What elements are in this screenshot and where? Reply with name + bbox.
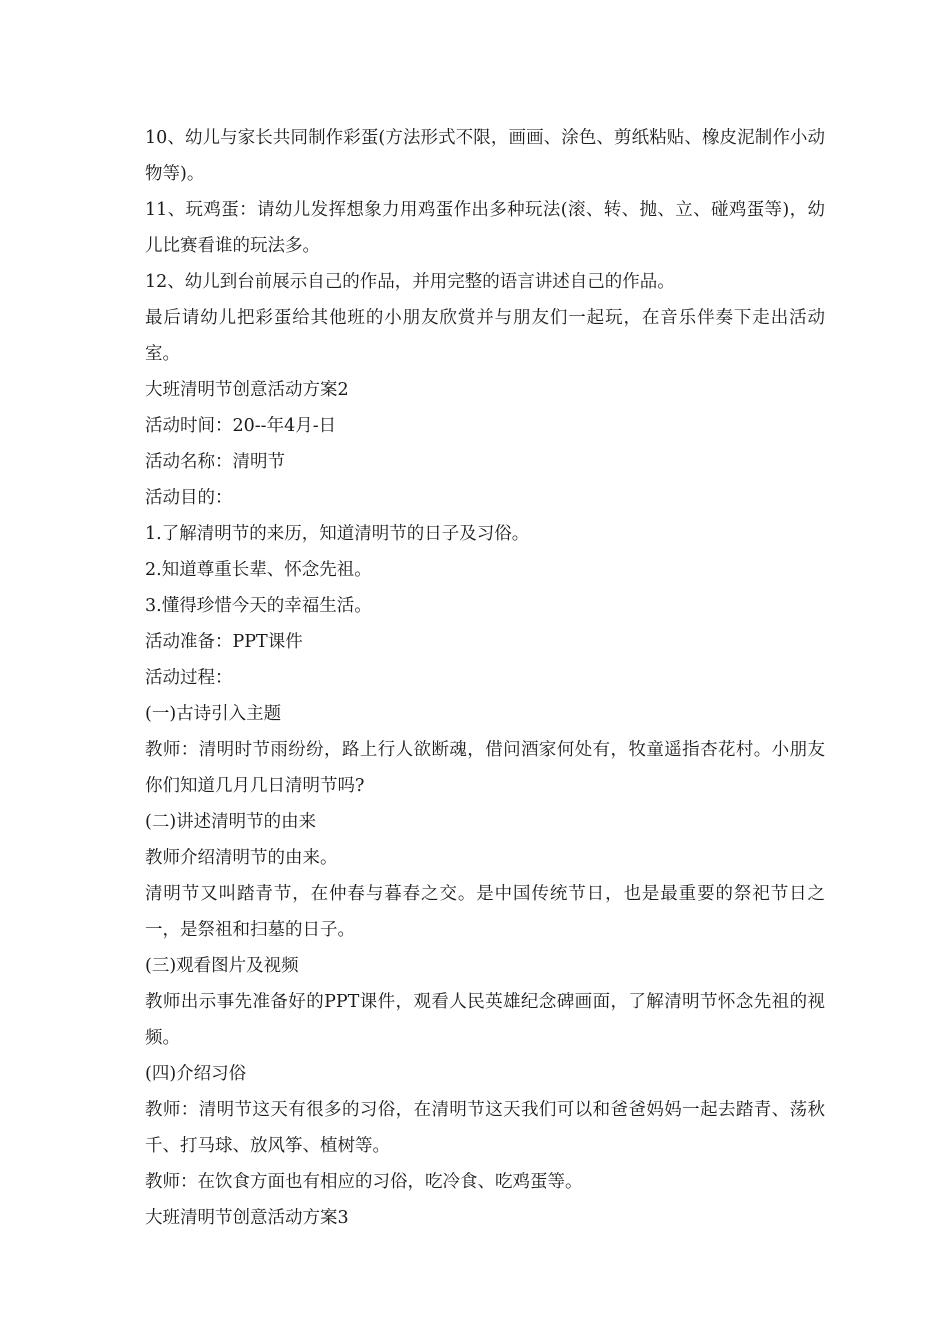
process-step-3-heading: (三)观看图片及视频 bbox=[145, 956, 299, 976]
process-step-2-heading: (二)讲述清明节的由来 bbox=[145, 812, 317, 832]
activity-name: 活动名称：清明节 bbox=[145, 452, 285, 472]
paragraph-step-11: 11、玩鸡蛋：请幼儿发挥想象力用鸡蛋作出多种玩法(滚、转、抛、立、碰鸡蛋等)，幼儿比赛看谁的玩法多。 bbox=[145, 200, 825, 256]
process-step-2-text: 教师介绍清明节的由来。 bbox=[145, 848, 338, 868]
paragraph-step-12: 12、幼儿到台前展示自己的作品，并用完整的语言讲述自己的作品。 bbox=[145, 272, 675, 292]
purpose-item-2: 2.知道尊重长辈、怀念先祖。 bbox=[145, 560, 372, 580]
activity-time: 活动时间：20--年4月-日 bbox=[145, 416, 337, 436]
activity-preparation: 活动准备：PPT课件 bbox=[145, 632, 303, 652]
activity-process-label: 活动过程： bbox=[145, 668, 233, 688]
purpose-item-1: 1.了解清明节的来历，知道清明节的日子及习俗。 bbox=[145, 524, 530, 544]
process-step-4-text: 教师：清明节这天有很多的习俗，在清明节这天我们可以和爸爸妈妈一起去踏青、荡秋千、打马球、放风筝、植树等。 bbox=[145, 1100, 825, 1156]
section-heading-plan-2: 大班清明节创意活动方案2 bbox=[145, 380, 349, 400]
document-body bbox=[145, 120, 825, 1236]
process-step-3-text: 教师出示事先准备好的PPT课件，观看人民英雄纪念碑画面，了解清明节怀念先祖的视频。 bbox=[145, 992, 825, 1048]
paragraph-closing: 最后请幼儿把彩蛋给其他班的小朋友欣赏并与朋友们一起玩，在音乐伴奏下走出活动室。 bbox=[145, 308, 825, 364]
process-step-2-detail: 清明节又叫踏青节，在仲春与暮春之交。是中国传统节日，也是最重要的祭祀节日之一，是祭祖和扫墓的日子。 bbox=[145, 884, 825, 940]
process-step-1-heading: (一)古诗引入主题 bbox=[145, 704, 282, 724]
activity-purpose-label: 活动目的： bbox=[145, 488, 233, 508]
paragraph-step-10: 10、幼儿与家长共同制作彩蛋(方法形式不限，画画、涂色、剪纸粘贴、橡皮泥制作小动物等)。 bbox=[145, 128, 825, 184]
process-step-4-heading: (四)介绍习俗 bbox=[145, 1064, 247, 1084]
section-heading-plan-3: 大班清明节创意活动方案3 bbox=[145, 1208, 349, 1228]
purpose-item-3: 3.懂得珍惜今天的幸福生活。 bbox=[145, 596, 372, 616]
process-step-4-food: 教师：在饮食方面也有相应的习俗，吃冷食、吃鸡蛋等。 bbox=[145, 1172, 583, 1192]
process-step-1-text: 教师：清明时节雨纷纷，路上行人欲断魂，借问酒家何处有，牧童遥指杏花村。小朋友你们知道几月几日清明节吗? bbox=[145, 740, 825, 796]
